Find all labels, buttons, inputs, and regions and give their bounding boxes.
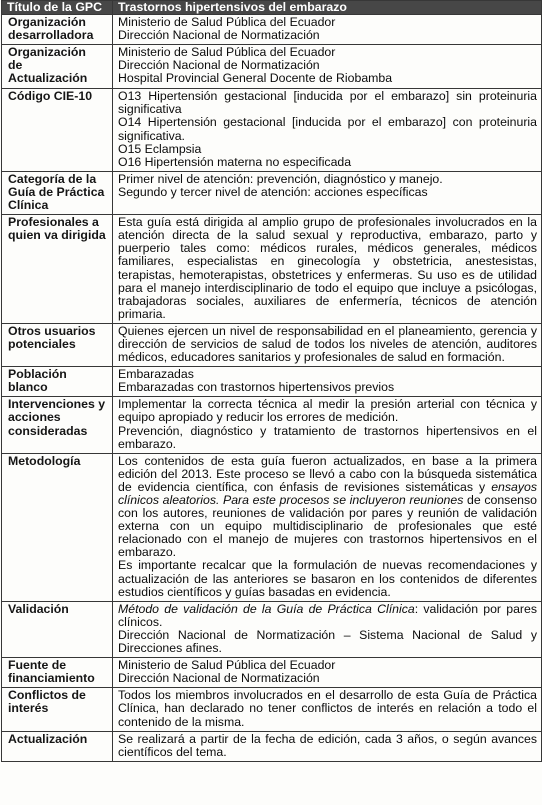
content-line: Embarazadas — [118, 367, 194, 382]
content-paragraph: Prevención, diagnóstico y tratamiento de trastornos hipertensivos en el embarazo. — [118, 423, 537, 451]
table-row — [2, 367, 542, 397]
validation-method-italic: Método de validación de la Guía de Práctica Clínica — [118, 601, 415, 616]
row-content-codigo-cie — [113, 89, 542, 172]
content-paragraph: Es importante recalcar que la formulación de nuevas recomendaciones y actualización de las anteriores se basaron en los contenidos de diferentes estudios científicos y guías basadas en evidencia. — [118, 558, 537, 599]
content-paragraph — [118, 455, 537, 560]
content-line: Dirección Nacional de Normatización — [118, 671, 320, 686]
table-row — [2, 171, 542, 214]
table-row — [2, 397, 542, 453]
row-label-otros-usuarios: Otros usuarios potenciales — [2, 323, 113, 366]
methodology-text: Los contenidos de esta guía fueron actualizados, en base a la primera edición del 2013. Este proceso se llevó a cabo con la búsqueda sistemática de evidencia científica, con énfasis de revisiones sistemáticas y — [118, 453, 537, 494]
table-row — [2, 215, 542, 324]
row-label-org-actualizacion — [2, 45, 113, 89]
content-line: Segundo y tercer nivel de atención: acciones específicas — [118, 184, 428, 199]
content-paragraph — [118, 603, 537, 629]
methodology-text-rest: de consenso con los autores, reuniones de validación por pares y reunión de validación externa con un equipo multidisciplinario de profesionales que esté relacionado con el manejo de mujeres con trastornos hipertensivos en el embarazo. — [118, 493, 537, 560]
row-content-conflictos: Todos los miembros involucrados en el desarrollo de esta Guía de Práctica Clínica, han declarado no tener conflictos de interés en relación a todo el contenido de la misma. — [113, 688, 542, 731]
row-label-metodologia: Metodología — [2, 453, 113, 601]
table-row — [2, 15, 542, 45]
content-paragraph: Implementar la correcta técnica al medir la presión arterial con técnica y equipo apropiado y reducir los errores de medición. — [118, 397, 537, 425]
row-content-metodologia — [113, 453, 542, 601]
gpc-summary-table — [1, 0, 542, 762]
label-line: Organización — [8, 45, 86, 60]
content-paragraph: Dirección Nacional de Normatización – Sistema Nacional de Salud y Direcciones afines. — [118, 627, 537, 656]
table-row — [2, 89, 542, 172]
content-line: Ministerio de Salud Pública del Ecuador — [118, 658, 336, 673]
row-content-validacion — [113, 601, 542, 657]
content-line: Dirección Nacional de Normatización — [118, 58, 320, 73]
table-row — [2, 688, 542, 731]
header-title-label: Título de la GPC — [2, 1, 113, 15]
table-header-row — [2, 1, 542, 15]
row-label-categoria: Categoría de la Guía de Práctica Clínica — [2, 171, 113, 214]
label-line: Actualización — [8, 71, 88, 86]
row-label-org-desarrolladora: Organización desarrolladora — [2, 15, 113, 45]
row-label-intervenciones: Intervenciones y acciones consideradas — [2, 397, 113, 453]
row-content-org-actualizacion — [113, 45, 542, 89]
table-row — [2, 323, 542, 366]
table-row — [2, 658, 542, 688]
row-content-otros-usuarios: Quienes ejercen un nivel de responsabilidad en el planeamiento, gerencia y dirección de servicios de salud de todos los niveles de atención, auditores médicos, educadores sanitarios y profesionales de salud en formación. — [113, 323, 542, 366]
row-content-categoria — [113, 171, 542, 214]
table-row — [2, 453, 542, 601]
label-line: de — [8, 58, 23, 73]
row-content-poblacion — [113, 367, 542, 397]
row-label-profesionales: Profesionales a quien va dirigida — [2, 215, 113, 324]
row-content-profesionales: Esta guía está dirigida al amplio grupo de profesionales involucrados en la atención directa de la salud sexual y reproductiva, embarazo, parto y puerperio tales como: médicos rurales, médicos generales, médicos familiares, especialistas en ginecología y obstetricia, anestesistas, terapistas, hemoterapistas, obstetrices y enfermeras. Su uso es de utilidad para el manejo interdisciplinario de todo el equipo que incluye a psicólogas, trabajadoras sociales, auxiliares de enfermería, técnicos de atención primaria. — [113, 215, 542, 324]
validation-method-rest: : validación por pares clínicos. — [118, 601, 538, 629]
row-content-org-desarrolladora — [113, 15, 542, 45]
content-line: Primer nivel de atención: prevención, diagnóstico y manejo. — [118, 171, 443, 186]
row-label-conflictos: Conflictos de interés — [2, 688, 113, 731]
row-content-actualizacion: Se realizará a partir de la fecha de edición, cada 3 años, o según avances científicos del tema. — [113, 731, 542, 761]
table-row — [2, 731, 542, 761]
content-line: O14 Hipertensión gestacional [inducida por el embarazo] con proteinuria significativa. — [118, 115, 537, 143]
content-line: O16 Hipertensión materna no especificada — [118, 154, 352, 169]
content-line: Ministerio de Salud Pública del Ecuador — [118, 15, 336, 30]
row-label-poblacion: Población blanco — [2, 367, 113, 397]
row-label-validacion: Validación — [2, 601, 113, 657]
content-line: Hospital Provincial General Docente de Riobamba — [118, 71, 393, 86]
table-row — [2, 45, 542, 89]
content-line: Embarazadas con trastornos hipertensivos previos — [118, 380, 395, 395]
content-line: Ministerio de Salud Pública del Ecuador — [118, 45, 336, 60]
row-content-fuente — [113, 658, 542, 688]
row-label-fuente: Fuente de financiamiento — [2, 658, 113, 688]
header-guide-title: Trastornos hipertensivos del embarazo — [113, 1, 542, 15]
methodology-italic-text: ensayos clínicos aleatorios. Para este procesos se incluyeron reuniones — [118, 479, 537, 507]
row-label-codigo-cie: Código CIE-10 — [2, 89, 113, 172]
content-line: Dirección Nacional de Normatización — [118, 28, 320, 43]
table-row — [2, 601, 542, 657]
row-content-intervenciones — [113, 397, 542, 453]
content-line: O13 Hipertensión gestacional [inducida por el embarazo] sin proteinuria significativa — [118, 89, 537, 117]
content-line: O15 Eclampsia — [118, 141, 202, 156]
row-label-actualizacion: Actualización — [2, 731, 113, 761]
